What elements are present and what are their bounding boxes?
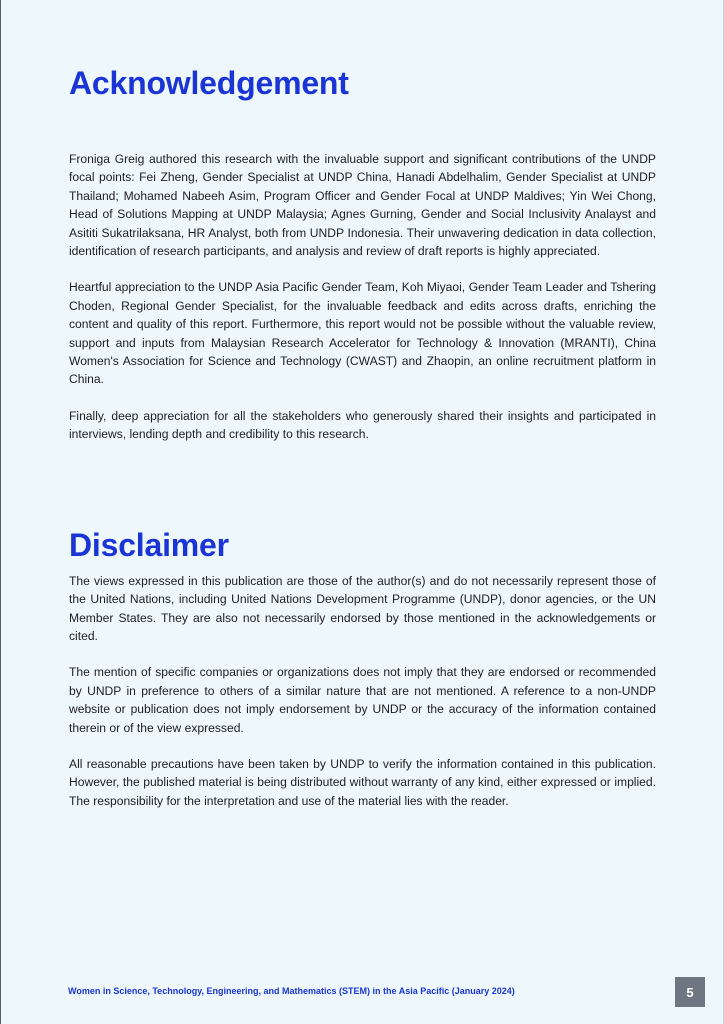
acknowledgement-heading: Acknowledgement [69, 65, 349, 101]
page-number-badge: 5 [675, 977, 705, 1007]
disclaimer-heading: Disclaimer [69, 526, 229, 563]
acknowledgement-paragraph: Heartful appreciation to the UNDP Asia Pacific Gender Team, Koh Miyaoi, Gender Team Leader and Tshering Choden, Regional Gender Specialist, for the invaluable feedback and edits across drafts, enriching the content and quality of this report. Furthermore, this report would not be possible without the valuable review, support and inputs from Malaysian Research Accelerator for Technology & Innovation (MRANTI), China Women's Association for Science and Technology (CWAST) and Zhaopin, an online recruitment platform in China. [69, 280, 656, 387]
acknowledgement-paragraph: Finally, deep appreciation for all the stakeholders who generously shared their insights and participated in interviews, lending depth and credibility to this research. [69, 408, 656, 442]
acknowledgement-section [69, 62, 656, 444]
page-edge-left [0, 0, 1, 1024]
footer-publication-title: Women in Science, Technology, Engineering, and Mathematics (STEM) in the Asia Pacific (January 2024) [68, 986, 515, 996]
page-content [69, 62, 656, 828]
disclaimer-paragraph: The mention of specific companies or organizations does not imply that they are endorsed or recommended by UNDP in preference to others of a similar nature that are not mentioned. A reference to a non-UNDP website or publication does not imply endorsement by UNDP or the accuracy of the information contained therein or of the view expressed. [69, 665, 656, 735]
disclaimer-paragraph: The views expressed in this publication are those of the author(s) and do not necessarily represent those of the United Nations, including United Nations Development Programme (UNDP), donor agencies, or the UN Member States. They are also not necessarily endorsed by those mentioned in the acknowledgements or cited. [69, 573, 656, 643]
section-spacer [69, 462, 656, 524]
acknowledgement-paragraph: Froniga Greig authored this research with the invaluable support and significant contributions of the UNDP focal points: Fei Zheng, Gender Specialist at UNDP China, Hanadi Abdelhalim, Gender Specialist at UNDP Thailand; Mohamed Nabeeh Asim, Program Officer and Gender Focal at UNDP Maldives; Yin Wei Chong, Head of Solutions Mapping at UNDP Malaysia; Agnes Gurning, Gender and Social Inclusivity Analayst and Asititi Sukatrilaksana, HR Analyst, both from UNDP Indonesia. Their unwavering dedication in data collection, identification of research participants, and analysis and review of draft reports is highly appreciated. [69, 152, 656, 259]
disclaimer-section [69, 524, 656, 810]
disclaimer-paragraph: All reasonable precautions have been taken by UNDP to verify the information contained in this publication. However, the published material is being distributed without warranty of any kind, either expressed or implied. The responsibility for the interpretation and use of the material lies with the reader. [69, 756, 656, 808]
